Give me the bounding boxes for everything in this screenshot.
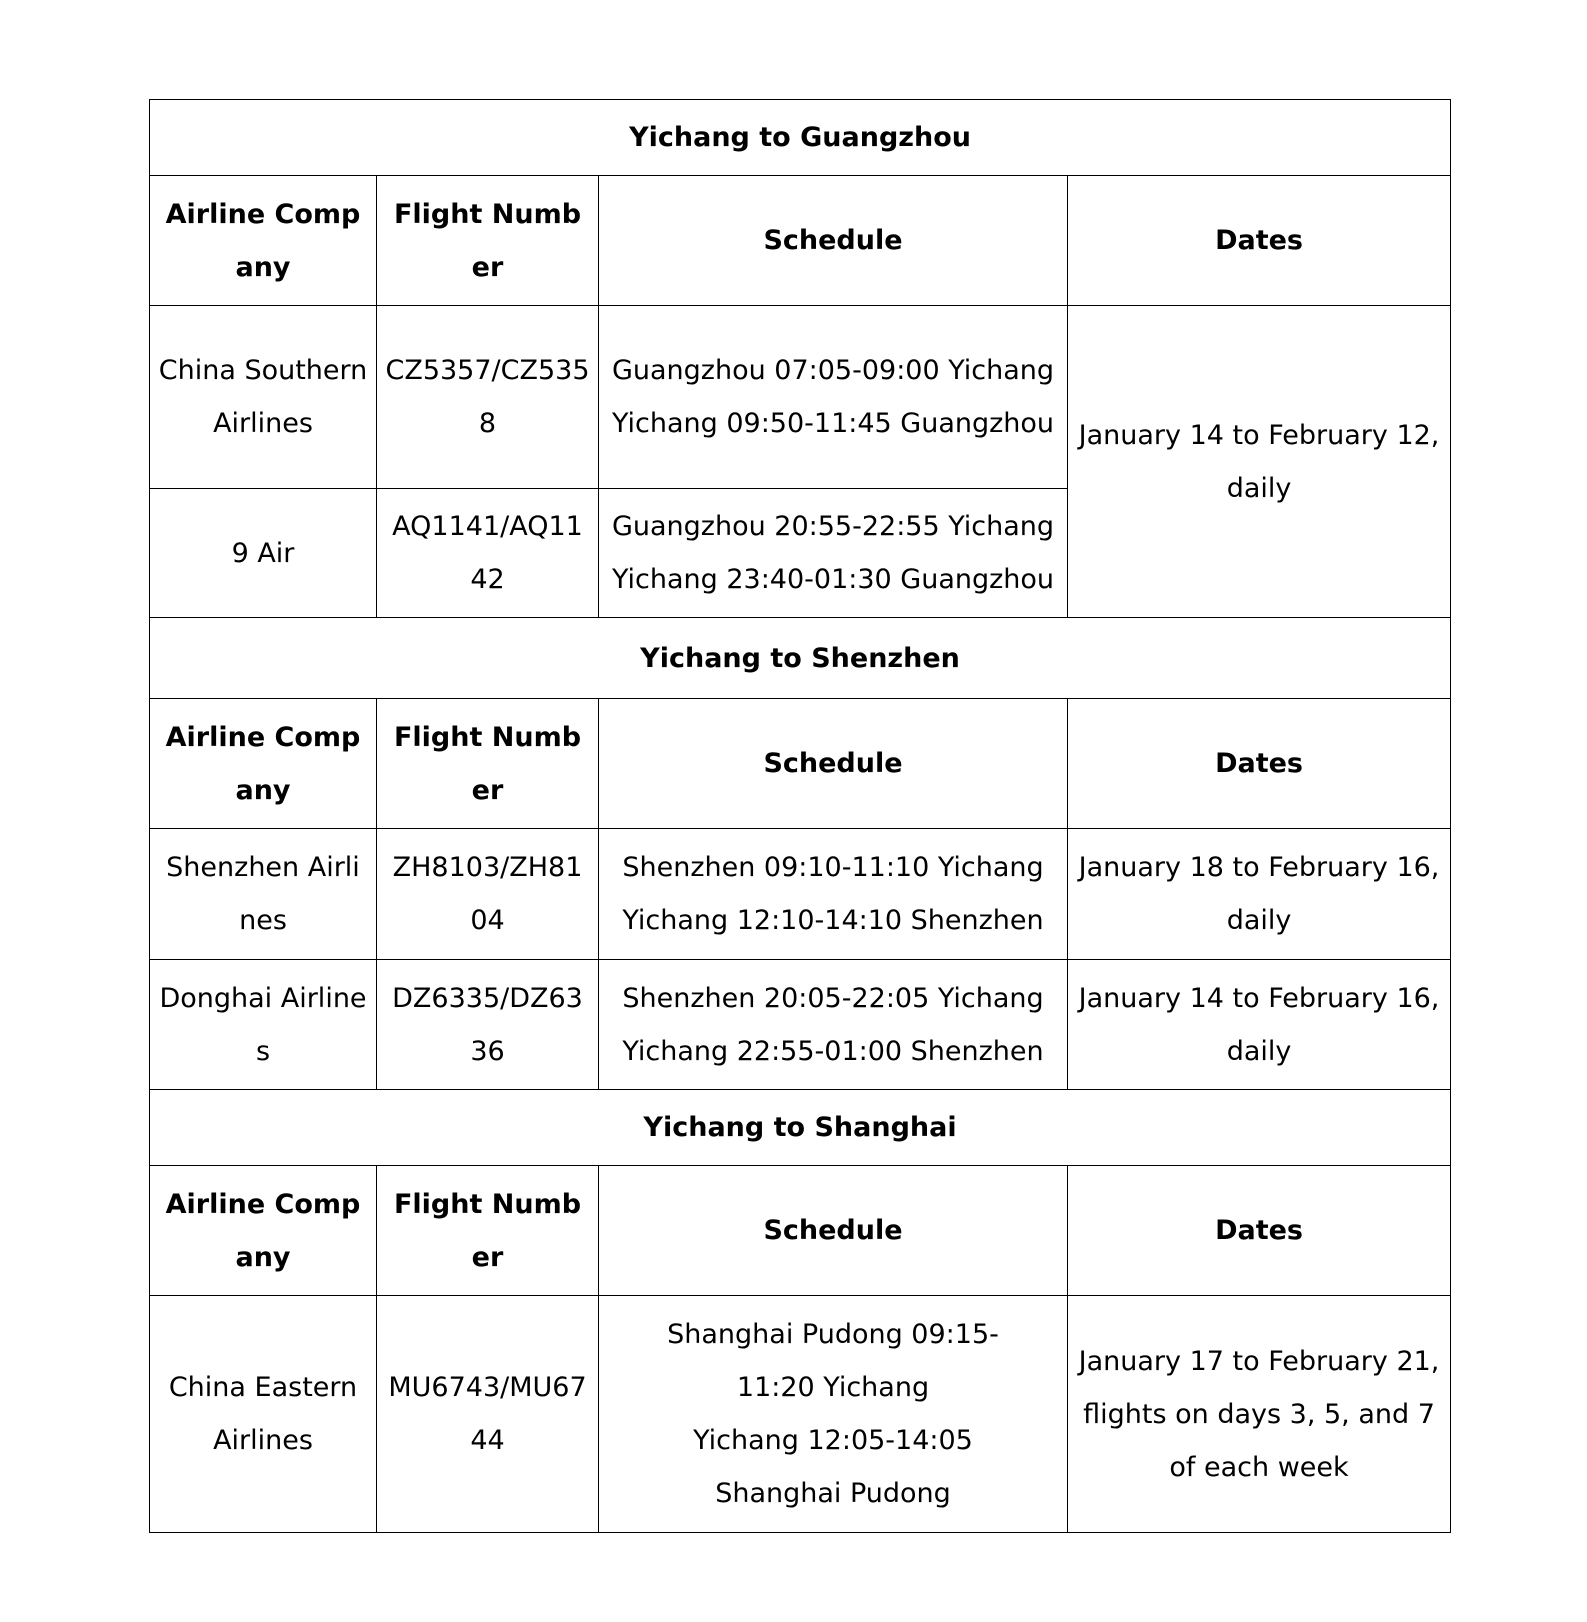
section-title: Yichang to Guangzhou [150,100,1451,176]
dates-cell: January 14 to February 16, daily [1068,960,1451,1090]
section-title: Yichang to Shenzhen [150,618,1451,699]
schedule-cell [599,1296,1068,1533]
flight-number-cell: DZ6335/DZ6336 [377,960,599,1090]
dates-header: Dates [1068,1166,1451,1296]
schedule-header: Schedule [599,1166,1068,1296]
schedule-line: Yichang 22:55-01:00 Shenzhen [622,1035,1044,1067]
airline-cell: China Eastern Airlines [150,1296,377,1533]
flight-number-header: Flight Number [377,699,599,829]
schedule-cell [599,829,1068,960]
flight-number-header: Flight Number [377,1166,599,1296]
dates-cell: January 18 to February 16, daily [1068,829,1451,960]
dates-header: Dates [1068,176,1451,306]
flight-number-cell: MU6743/MU6744 [377,1296,599,1533]
dates-cell: January 14 to February 12, daily [1068,306,1451,618]
airline-company-header: Airline Company [150,176,377,306]
flight-number-cell: AQ1141/AQ1142 [377,489,599,618]
flight-schedule-table [149,99,1451,1533]
flight-number-cell: ZH8103/ZH8104 [377,829,599,960]
section-title-row [150,100,1451,176]
airline-cell: Donghai Airlines [150,960,377,1090]
table-row [150,306,1451,489]
section-title-row [150,1090,1451,1166]
schedule-cell [599,960,1068,1090]
schedule-line: Guangzhou 20:55-22:55 Yichang [611,511,1055,542]
schedule-line: Shenzhen 20:05-22:05 Yichang [622,982,1044,1014]
dates-header: Dates [1068,699,1451,829]
section-title: Yichang to Shanghai [150,1090,1451,1166]
table-row [150,1296,1451,1533]
schedule-header: Schedule [599,176,1068,306]
flight-number-cell: CZ5357/CZ5358 [377,306,599,489]
header-row [150,699,1451,829]
schedule-line: Shenzhen 09:10-11:10 Yichang [622,852,1044,883]
schedule-line: Yichang 12:10-14:10 Shenzhen [622,905,1044,936]
airline-company-header: Airline Company [150,699,377,829]
schedule-line: Yichang 12:05-14:05 Shanghai Pudong [693,1425,973,1509]
header-row [150,1166,1451,1296]
schedule-cell [599,489,1068,618]
table-row [150,829,1451,960]
dates-cell: January 17 to February 21, flights on days 3, 5, and 7 of each week [1068,1296,1451,1533]
schedule-cell [599,306,1068,489]
section-title-row [150,618,1451,699]
schedule-line: Shanghai Pudong 09:15-11:20 Yichang [667,1319,999,1403]
schedule-line: Yichang 23:40-01:30 Guangzhou [611,564,1055,595]
airline-cell: China Southern Airlines [150,306,377,489]
schedule-line: Guangzhou 07:05-09:00 Yichang [611,355,1055,386]
schedule-line: Yichang 09:50-11:45 Guangzhou [611,408,1055,439]
table-row [150,960,1451,1090]
header-row [150,176,1451,306]
airline-cell: 9 Air [150,489,377,618]
airline-company-header: Airline Company [150,1166,377,1296]
schedule-header: Schedule [599,699,1068,829]
airline-cell: Shenzhen Airlines [150,829,377,960]
flight-number-header: Flight Number [377,176,599,306]
